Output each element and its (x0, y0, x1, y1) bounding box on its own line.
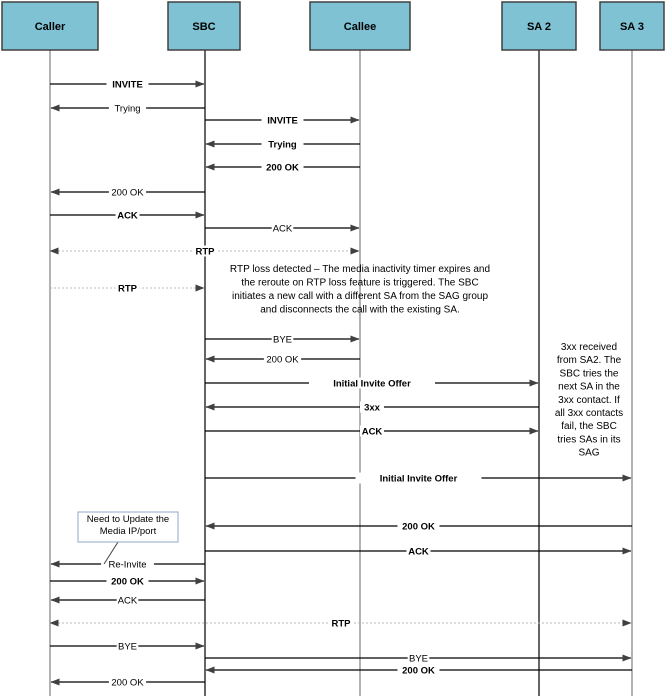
note-line: from SA2. The (556, 355, 622, 367)
message-label: ACK (272, 223, 293, 235)
message-label: Re-Invite (108, 559, 147, 571)
participant-sbc[interactable] (168, 2, 240, 50)
message-label: ACK (117, 210, 138, 222)
message-label: 3xx (364, 402, 380, 414)
message-label: INVITE (112, 79, 143, 91)
note-line: 3xx received (560, 342, 618, 353)
message-label: 200 OK (111, 187, 144, 199)
participant-label: SBC (192, 20, 216, 33)
message-label: Trying (268, 139, 297, 151)
message-label: ACK (408, 546, 429, 558)
message-label: BYE (117, 641, 138, 653)
message-label: 200 OK (111, 576, 144, 588)
message-label: 200 OK (402, 521, 435, 533)
note-line: initiates a new call with a different SA from the SAG group (231, 291, 489, 302)
message-label: 200 OK (266, 354, 299, 366)
participant-caller[interactable] (2, 2, 98, 50)
note-line: next SA in the (558, 381, 620, 393)
message-label: Initial Invite Offer (379, 473, 458, 485)
message-label: ACK (117, 595, 138, 607)
message-label: Initial Invite Offer (333, 378, 411, 390)
note-three-xx-note (555, 342, 623, 459)
message-label: BYE (272, 334, 293, 346)
note-line: 3xx contact. If (558, 394, 620, 406)
message-label: ACK (361, 426, 383, 438)
participant-label: SA 2 (526, 20, 552, 33)
participant-label: Callee (343, 20, 377, 33)
participant-label: SA 3 (619, 20, 645, 33)
note-line: and disconnects the call with the existing SA. (260, 304, 460, 316)
participant-sa2[interactable] (502, 2, 576, 50)
callout-line: Media IP/port (99, 526, 157, 537)
message-label: INVITE (267, 115, 298, 127)
participant-sa3[interactable] (600, 2, 664, 50)
message-label: 200 OK (111, 677, 144, 689)
callout-line: Need to Update the (86, 514, 170, 525)
message-label: 200 OK (402, 665, 435, 677)
message-label: RTP (118, 283, 137, 295)
participant-callee[interactable] (310, 2, 410, 50)
note-line: fail, the SBC (561, 421, 617, 433)
note-line: RTP loss detected – The media inactivity timer expires and (229, 264, 491, 275)
note-line: SBC tries the (559, 368, 619, 380)
note-line: all 3xx contacts (554, 408, 624, 419)
message-label: RTP (195, 246, 215, 258)
note-line: the reroute on RTP loss feature is triggered. The SBC (241, 277, 479, 289)
note-line: tries SAs in its (557, 434, 621, 446)
participant-label: Caller (34, 20, 66, 33)
message-label: 200 OK (266, 162, 299, 174)
message-label: Trying (114, 103, 141, 115)
message-label: RTP (331, 618, 351, 630)
message-label: BYE (408, 653, 429, 665)
note-line: SAG (578, 447, 600, 459)
